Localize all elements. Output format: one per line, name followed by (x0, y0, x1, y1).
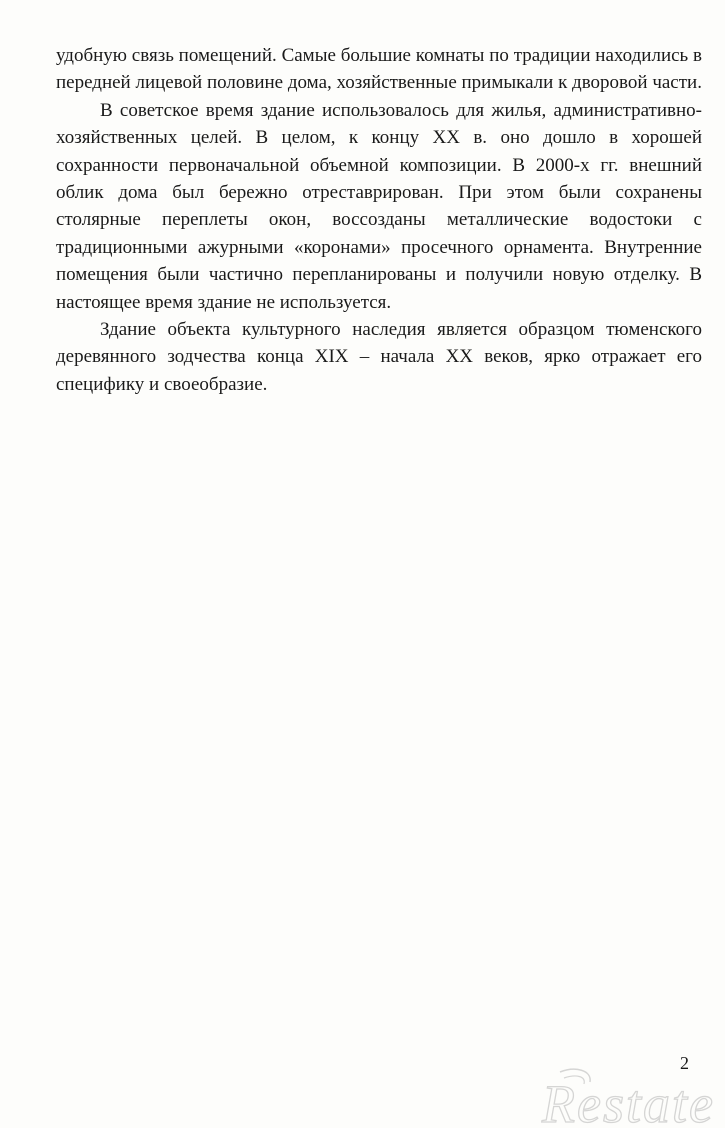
paragraph-1: удобную связь помещений. Самые большие комнаты по традиции находились в передней лицевой половине дома, хозяйственные примыкали к дворовой части. (56, 45, 702, 94)
restate-watermark-logo (520, 1064, 725, 1128)
paragraph-3: Здание объекта культурного наследия является образцом тюменского деревянного зодчества конца XIX – начала XX веков, ярко отражает его специфику и своеобразие. (56, 319, 702, 395)
svg-text:Restate: Restate (542, 1074, 715, 1128)
paragraph-2: В советское время здание использовалось для жилья, административно-хозяйственных целей. В целом, к концу XX в. оно дошло в хорошей сохранности первоначальной объемной композиции. В 2000-х гг. внешний облик дома был бережно отреставрирован. При этом были сохранены столярные переплеты окон, воссозданы металлические водостоки с традиционными ажурными «коронами» просечного орнамента. Внутренние помещения были частично перепланированы и получили новую отделку. В настоящее время здание не используется. (56, 99, 702, 313)
page-number: 2 (680, 1053, 689, 1073)
body-text (56, 42, 702, 398)
